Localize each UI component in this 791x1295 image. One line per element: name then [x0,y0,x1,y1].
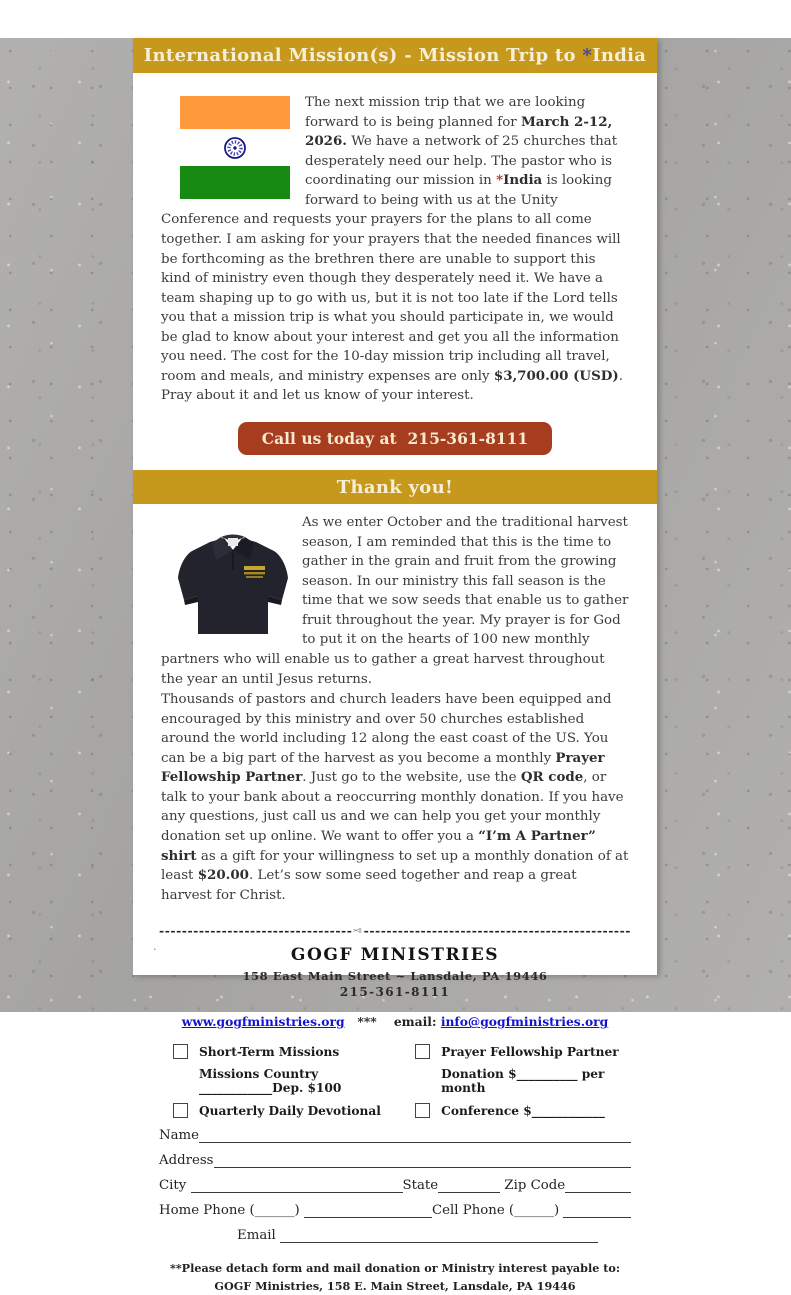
city-state-zip-row [159,1177,631,1193]
detachable-form [133,909,657,1295]
thanks-text: . Let’s sow some seed together and reap a great harvest for Christ. [161,868,577,903]
cut-dashes-right: ----------------------------------------------- [363,923,631,939]
missions-country-field [159,1067,409,1095]
donation-field [409,1067,631,1095]
email-link[interactable]: info@gogfministries.org [440,1014,609,1030]
checkbox-quarterly-daily-devotional[interactable] [173,1103,188,1118]
mission-banner [133,38,657,73]
asterisk-marker-header: * [582,45,593,66]
mission-text: We have a network of 25 churches that desperately need our help. The pastor who is coordinating our mission in [305,134,618,189]
flag-green-stripe [180,166,290,199]
city-fill-line [191,1177,403,1193]
cut-dashes-left: ---------------------------------- [159,923,353,939]
form-options [159,1044,631,1118]
partner-shirt-bold: “I’m A Partner” shirt [161,828,596,864]
short-term-label: Short-Term Missions [199,1044,340,1059]
india-flag-image [180,96,290,199]
partner-shirt-image [174,516,292,640]
cut-line [159,923,631,938]
thanks-text: , or talk to your bank about a reoccurring monthly donation. If you have any questions, just call us and we can help you get your monthly donation set up online. We want to offer you a [161,770,624,844]
email-label: Email [237,1228,280,1244]
checkbox-short-term-missions[interactable] [173,1044,188,1059]
flag-saffron-stripe [180,96,290,129]
address-label: Address [159,1153,214,1169]
quarterly-devotional-label: Quarterly Daily Devotional [199,1103,381,1118]
detach-note [159,1260,631,1295]
conference-label: Conference $____________ [441,1103,605,1118]
detach-note-line1: **Please detach form and mail donation or Ministry interest payable to: [169,1261,621,1276]
ashoka-chakra-icon [223,136,247,160]
mission-section [133,73,657,470]
address-fill-line [214,1152,632,1168]
mission-text: The next mission trip that we are looking forward to is being planned for [305,95,586,130]
thanks-text: . Just go to the website, use the [302,770,521,786]
mission-text: is looking forward to being with us at the Unity Conference and requests your prayers for the plans to all come together. I am asking for your prayers that the needed finances will be forthcoming as the brethren there are unable to support this kind of ministry even though they desperately need it. We have a team shaping up to go with us, but it is not too late if the Lord tells you that a mission trip is what you should participate in, we would be glad to know about your interest and get you all the information you need. The cost for the 10-day mission trip including all travel, room and meals, and ministry expenses are only [161,173,621,384]
name-row [159,1127,631,1143]
links-separator: *** email: [344,1014,441,1030]
detach-note-line2: GOGF Ministries, 158 E. Main Street, Lansdale, PA 19446 [214,1278,576,1293]
prayer-partner-bold: Prayer Fellowship Partner [161,749,605,786]
state-label: State [402,1178,439,1194]
mission-banner-title [144,45,646,66]
option-row-3 [159,1103,631,1118]
home-phone-fill-line [304,1202,432,1218]
mission-country-bold: India [503,172,543,189]
mission-banner-country: India [592,45,647,66]
thanks-text: as a gift for your willingness to set up a monthly donation of at least [161,848,629,884]
contact-links-row [159,1014,631,1029]
donation-label: Donation $__________ per month [441,1067,605,1096]
org-address: 158 East Main Street ~ Lansdale, PA 19446 [242,969,548,984]
org-phone: 215-361-8111 [339,985,451,1000]
mission-text: . Pray about it and let us know of your interest. [161,368,623,404]
email-row [159,1227,631,1243]
thanks-text: Thousands of pastors and church leaders have been equipped and encouraged by this ministry and over 50 churches established around the world including 12 along the east coast of the US. You can be a big part of the harvest as you become a monthly [161,692,612,766]
call-us-button[interactable]: Call us today at 215-361-8111 [238,422,552,455]
option-short-term [159,1044,409,1059]
missions-country-label: Missions Country ____________Dep. $100 [199,1067,342,1096]
scissors-icon [353,923,362,938]
name-fill-line [199,1127,631,1143]
asterisk-marker-body: * [496,172,504,189]
cell-phone-fill-line [563,1202,631,1218]
org-name: GOGF MINISTRIES [290,945,500,966]
form-fill-lines [159,1127,631,1243]
thank-you-paragraph-1: As we enter October and the traditional harvest season, I am reminded that this is the time to gather in the grain and fruit from the growing season. In our ministry this fall season is the time that we sow seeds that enable us to gather fruit throughout the year. My prayer is for God to put it on the hearts of 100 new monthly partners who will enable us to gather a great harvest throughout the year an until Jesus returns. [161,515,629,687]
qr-code-bold: QR code [520,769,584,786]
cell-phone-label: Cell Phone (______) [431,1203,564,1219]
prayer-partner-label: Prayer Fellowship Partner [441,1044,619,1059]
option-row-1 [159,1044,631,1059]
home-phone-label: Home Phone (______) [159,1203,304,1219]
thank-you-banner [133,470,657,504]
option-row-2 [159,1067,631,1095]
phone-row [159,1202,631,1218]
flag-white-stripe [180,129,290,166]
checkbox-prayer-fellowship-partner[interactable] [415,1044,430,1059]
polo-shirt-graphic [174,516,292,640]
state-fill-line [438,1177,500,1193]
mission-dates: March 2-12, 2026. [305,113,613,150]
checkbox-conference[interactable] [415,1103,430,1118]
thank-you-banner-title: Thank you! [336,476,454,498]
stray-dot: . [153,940,157,953]
website-link[interactable]: www.gogfministries.org [181,1014,345,1030]
newsletter-body [133,38,657,1293]
address-row [159,1152,631,1168]
email-fill-line [280,1227,598,1243]
mission-banner-title-text: International Mission(s) - Mission Trip to [143,45,583,66]
donation-amount-bold: $20.00 [197,867,249,884]
zip-code-label: Zip Code [500,1178,566,1194]
thank-you-section [133,504,657,909]
mission-cost: $3,700.00 (USD) [493,367,619,384]
thank-you-paragraph-2 [161,690,629,905]
option-prayer-partner [409,1044,631,1059]
option-conference [409,1103,631,1118]
city-label: City [159,1178,191,1194]
name-label: Name [159,1128,200,1144]
option-quarterly-devotional [159,1103,409,1118]
zip-fill-line [565,1177,631,1193]
